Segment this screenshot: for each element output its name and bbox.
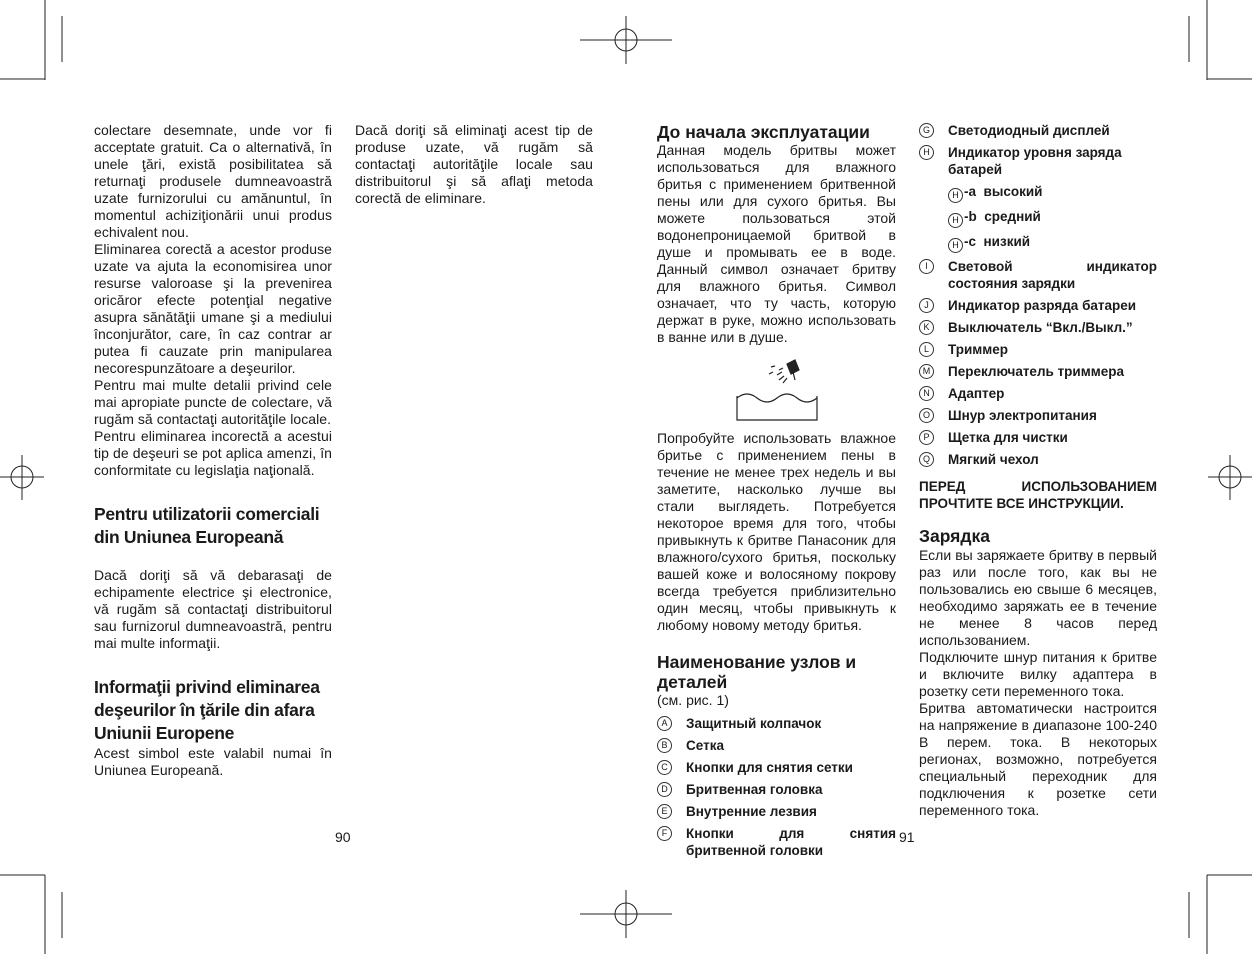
list-item: H -b средний — [919, 208, 1157, 228]
list-item: O Шнур электропитания — [919, 407, 1157, 424]
shower-bath-icon — [735, 358, 819, 422]
letter-a-marker-icon: A — [657, 716, 672, 731]
letter-o-marker-icon: O — [919, 408, 934, 423]
list-item: H -a высокий — [919, 183, 1157, 203]
letter-n-marker-icon: N — [919, 386, 934, 401]
left-page-column-1 — [94, 122, 332, 779]
list-item: C Кнопки для снятия сетки — [657, 759, 896, 776]
read-instructions-warning: ПЕРЕД ИСПОЛЬЗОВАНИЕМ ПРОЧТИТЕ ВСЕ ИНСТРУКЦИИ. — [919, 479, 1157, 511]
heading-outside-eu: Informaţii privind eliminarea deşeurilor în ţările din afara Uniunii Europene — [94, 677, 320, 743]
list-item: H Индикатор уровня заряда батарей — [919, 144, 1157, 178]
letter-h-marker-icon: H — [919, 145, 934, 160]
heading-charging: Зарядка — [919, 526, 990, 546]
list-item: I Световой индикатор состояния зарядки — [919, 258, 1157, 292]
right-page-column-1 — [657, 122, 896, 864]
letter-i-marker-icon: I — [919, 259, 934, 274]
left-page-column-2 — [355, 122, 593, 207]
parts-list-g-q — [919, 122, 1157, 468]
list-item: B Сетка — [657, 737, 896, 754]
paragraph-more-details: Pentru mai multe detalii privind cele mai apropiate puncte de colectare, vă rugăm să contactaţi autorităţile locale. — [94, 377, 332, 427]
paragraph-try-wet-shaving: Попробуйте использовать влажное бритье с применением пены в течение не менее трех недель и вы заметите, насколько лучше вы стали выглядеть. Потребуется некоторое время для того, чтобы привыкнуть к бритве Панасоник для влажного/сухого бритья, поскольку вашей коже и волосяному покрову всегда требуется приблизительно один месяц, чтобы привыкнуть к любому новому методу бритья. — [657, 430, 896, 633]
letter-j-marker-icon: J — [919, 298, 934, 313]
paragraph-commercial-disposal: Dacă doriţi să vă debarasaţi de echipamente electrice şi electronice, vă rugăm să contactaţi distribuitorul sau furnizorul dumneavoastră, pentru mai multe informaţii. — [94, 567, 332, 651]
list-item: J Индикатор разряда батареи — [919, 297, 1157, 314]
letter-m-marker-icon: M — [919, 364, 934, 379]
paragraph-connect-cord: Подключите шнур питания к бритве и включите вилку адаптера в розетку сети переменного тока. — [919, 649, 1157, 699]
letter-f-marker-icon: F — [657, 826, 672, 841]
page-number-right: 91 — [899, 829, 915, 845]
paragraph-first-charge: Если вы заряжаете бритву в первый раз или после того, как вы не пользовались ею свыше 6 месяцев, необходимо заряжать ее в течение не менее 8 часов перед использованием. — [919, 547, 1157, 648]
letter-e-marker-icon: E — [657, 804, 672, 819]
list-item: F Кнопки для снятия бритвенной головки — [657, 825, 896, 859]
paragraph-wet-dry-shaving: Данная модель бритвы может использоваться для влажного бритья с применением бритвенной пены или для сухого бритья. Вы можете пользоваться этой водонепроницаемой бритвой в душе и промывать ее в воде. Данный символ означает бритву для влажного бритья. Символ означает, что ту часть, которую держат в руке, можно использовать в ванне или в душе. — [657, 142, 896, 345]
paragraph-outside-eu-disposal: Dacă doriţi să eliminaţi acest tip de produse uzate, vă rugăm să contactaţi autorităţile locale sau distribuitorul şi să aflaţi metoda corectă de eliminare. — [355, 122, 593, 206]
letter-q-marker-icon: Q — [919, 452, 934, 467]
list-item: K Выключатель “Вкл./Выкл.” — [919, 319, 1157, 336]
heading-before-use: До начала эксплуатации — [657, 122, 870, 142]
letter-d-marker-icon: D — [657, 782, 672, 797]
parts-figure-reference: (см. рис. 1) — [657, 692, 729, 708]
heading-parts-names: Наименование узлов и деталей — [657, 652, 857, 692]
paragraph-penalties: Pentru eliminarea incorectă a acestui tip de deşeuri se pot aplica amenzi, în conformitate cu legislaţia naţională. — [94, 428, 332, 478]
list-item: M Переключатель триммера — [919, 363, 1157, 380]
letter-g-marker-icon: G — [919, 123, 934, 138]
parts-list-a-f — [657, 715, 896, 859]
list-item: P Щетка для чистки — [919, 429, 1157, 446]
list-item: A Защитный колпачок — [657, 715, 896, 732]
letter-k-marker-icon: K — [919, 320, 934, 335]
letter-b-marker-icon: B — [657, 738, 672, 753]
list-item: Q Мягкий чехол — [919, 451, 1157, 468]
right-page-column-2 — [919, 122, 1157, 819]
heading-commercial-users: Pentru utilizatorii comerciali din Uniunea Europeană — [94, 504, 320, 547]
paragraph-collection: colectare desemnate, unde vor fi acceptate gratuit. Ca o alternativă, în unele ţări, există posibilitatea să returnaţi produsele dumneavoastră uzate furnizorului cu amănuntul, în momentul achiziţionării unui produs echivalent nou. — [94, 122, 332, 240]
list-item: E Внутренние лезвия — [657, 803, 896, 820]
paragraph-symbol-validity: Acest simbol este valabil numai în Uniunea Europeană. — [94, 745, 332, 778]
list-item: N Адаптер — [919, 385, 1157, 402]
letter-p-marker-icon: P — [919, 430, 934, 445]
letter-h-marker-icon: H — [948, 188, 963, 203]
list-item: L Триммер — [919, 341, 1157, 358]
letter-l-marker-icon: L — [919, 342, 934, 357]
list-item: D Бритвенная головка — [657, 781, 896, 798]
paragraph-correct-disposal: Eliminarea corectă a acestor produse uzate va ajuta la economisirea unor resurse valoroase şi la prevenirea oricăror efecte potenţial negative asupra sănătăţii umane şi a mediului înconjurător, care, în caz contrar ar putea fi cauzate prin manipularea necorespunzătoare a deşeurilor. — [94, 241, 332, 376]
letter-h-marker-icon: H — [948, 213, 963, 228]
list-item: G Светодиодный дисплей — [919, 122, 1157, 139]
letter-c-marker-icon: C — [657, 760, 672, 775]
paragraph-voltage-range: Бритва автоматически настроится на напряжение в диапазоне 100-240 В перем. тока. В некоторых регионах, возможно, потребуется специальный переходник для подключения к розетке сети переменного тока. — [919, 700, 1157, 818]
list-item: H -c низкий — [919, 233, 1157, 253]
letter-h-marker-icon: H — [948, 238, 963, 253]
page-number-left: 90 — [335, 829, 351, 845]
